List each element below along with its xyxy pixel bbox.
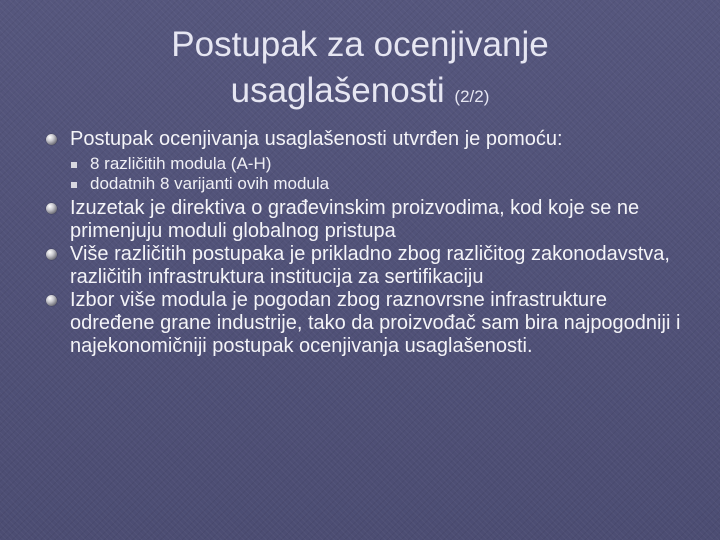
bullet-sphere-icon <box>46 203 57 214</box>
sub-bullet-text: 8 različitih modula (A-H) <box>90 154 272 173</box>
sub-bullet-item <box>44 174 684 194</box>
bullet-text: Više različitih postupaka je prikladno zbog različitog zakonodavstva, različitih infrastruktura institucija za sertifikaciju <box>70 243 670 288</box>
sub-bullet-text: dodatnih 8 varijanti ovih modula <box>90 174 330 193</box>
slide-content <box>44 128 684 358</box>
bullet-text: Izbor više modula je pogodan zbog raznovrsne infrastrukture određene grane industrije, tako da proizvođač sam bira najpogodniji i najekonomičniji postupak ocenjivanja usaglašenosti. <box>70 289 681 357</box>
bullet-item <box>44 197 684 243</box>
title-line-1: Postupak za ocenjivanje <box>171 25 549 64</box>
bullet-text: Izuzetak je direktiva o građevinskim proizvodima, kod koje se ne primenjuju moduli globalnog pristupa <box>70 197 640 242</box>
bullet-item <box>44 128 684 151</box>
title-suffix: (2/2) <box>454 87 490 106</box>
bullet-sphere-icon <box>46 134 57 145</box>
title-line-2 <box>60 68 660 120</box>
square-bullet-icon <box>71 162 77 168</box>
sub-bullet-list <box>44 154 684 194</box>
bullet-sphere-icon <box>46 295 57 306</box>
slide-title <box>60 22 660 120</box>
square-bullet-icon <box>71 182 77 188</box>
bullet-text: Postupak ocenjivanja usaglašenosti utvrđen je pomoću: <box>70 128 563 150</box>
bullet-sphere-icon <box>46 249 57 260</box>
sub-bullet-item <box>44 154 684 174</box>
bullet-item <box>44 243 684 289</box>
bullet-item <box>44 289 684 358</box>
title-line-2-text: usaglašenosti <box>230 71 445 110</box>
